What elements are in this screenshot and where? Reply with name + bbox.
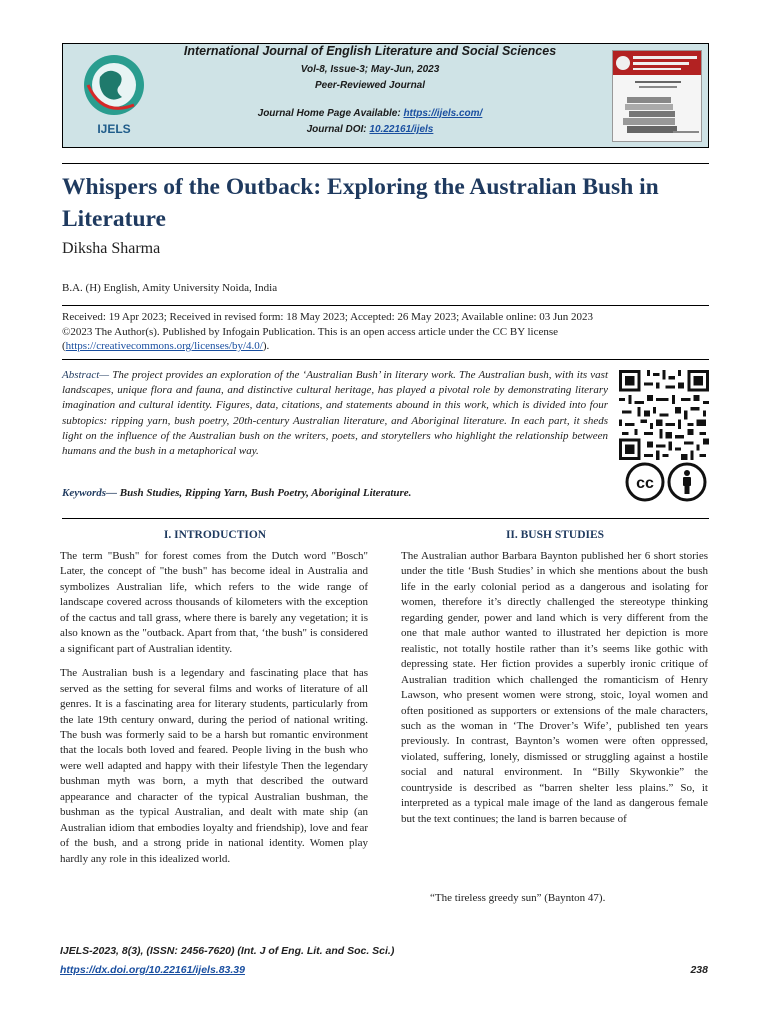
- footer-citation: IJELS-2023, 8(3), (ISSN: 2456-7620) (Int. J of Eng. Lit. and Soc. Sci.): [60, 945, 395, 957]
- dates-rule-bottom: [62, 359, 709, 360]
- license-link[interactable]: https://creativecommons.org/licenses/by/4.0/: [65, 340, 263, 352]
- paren-close: ).: [262, 340, 270, 352]
- peer-reviewed-label: Peer-Reviewed Journal: [314, 80, 426, 91]
- keywords: [62, 487, 608, 499]
- title-rule-top: [62, 163, 709, 164]
- doi-label: Journal DOI:: [306, 124, 370, 135]
- introduction-column: [60, 549, 368, 876]
- author-name: Diksha Sharma: [62, 240, 161, 257]
- home-page-link[interactable]: https://ijels.com/: [403, 108, 483, 119]
- journal-cover-image: [612, 50, 702, 142]
- abstract-dash: —: [99, 369, 113, 381]
- abstract-rule-bottom: [62, 518, 709, 519]
- section-heading-bush-studies: II. BUSH STUDIES: [505, 529, 605, 541]
- doi-line: [130, 124, 610, 135]
- block-quote: “The tireless greedy sun” (Baynton 47).: [430, 892, 606, 904]
- license-line: ©2023 The Author(s). Published by Infogain Publication. This is an open access article under the CC BY license: [62, 325, 559, 338]
- dates-rule-top: [62, 305, 709, 306]
- intro-paragraph-2: The Australian bush is a legendary and fascinating place that has served as the setting for several films and works of literature of all genres. It is a fascinating area for literary students, particularly from the late 19th century onward, during the period of national writing. The bush was formerly said to be a harsh but romantic environment that the locals both loved and feared. People living in the bush who were well adapted and happy with their lifestyle Then the legendary bushman myth was born, a myth that described the outward appearance and character of the typical Australian bushman, the bushman as the typical Australian, and dealt with mate ship (an Australian idiom that embodies loyalty and friendship), love and fear of the bush, and a strong pride in national identity. Women play hardly any role in this idealized world.: [60, 667, 368, 865]
- keywords-label: Keywords: [62, 487, 106, 499]
- bush-studies-column: [401, 549, 708, 836]
- qr-code-icon[interactable]: [619, 370, 709, 460]
- author-affiliation: B.A. (H) English, Amity University Noida, India: [62, 282, 278, 294]
- home-page-label: Journal Home Page Available:: [257, 108, 404, 119]
- license-url-line: [62, 339, 707, 354]
- logo-text: IJELS: [97, 122, 131, 136]
- section-heading-introduction: I. INTRODUCTION: [163, 529, 267, 541]
- abstract: [62, 368, 608, 459]
- footer-doi-link[interactable]: https://dx.doi.org/10.22161/ijels.83.39: [60, 964, 245, 976]
- page-number: 238: [690, 964, 708, 976]
- keywords-text: Bush Studies, Ripping Yarn, Bush Poetry, Aboriginal Literature.: [119, 487, 412, 499]
- intro-paragraph-1: The term "Bush" for forest comes from the Dutch word "Bosch" Later, the concept of "the bush" has become ideal in Australia and symbolizes Australian life, which refers to the wide range of landscape covered across thousands of kilometers with the exception of the cactus and tall grass, where there is barely any vegetation; it is also known as the "outback. Apart from that, ‘the bush" is considered a significant part of Australian identity.: [60, 550, 368, 655]
- paren-open: (: [62, 340, 66, 352]
- abstract-label: Abstract: [62, 369, 100, 381]
- journal-name: International Journal of English Literature and Social Sciences: [183, 44, 557, 58]
- keywords-dash: —: [106, 487, 120, 499]
- home-page-line: [130, 108, 610, 119]
- dates-line: Received: 19 Apr 2023; Received in revised form: 18 May 2023; Accepted: 26 May 2023; Available online: 03 Jun 2023: [62, 311, 594, 323]
- volume-issue: Vol-8, Issue-3; May-Jun, 2023: [300, 64, 440, 75]
- bush-paragraph-1: The Australian author Barbara Baynton published her 6 short stories under the title ‘Bush Studies’ in which she mentions about the bush life in the early colonial period as a dangerous and isolating for women, therefore it’s directly challenged the stereotype thinking regarding gender, power and land which is very different from the one that male author wanted to illustrated her depiction is more realistic, not totally hostile rather than it’s seems like gothic with depressing state. Her fiction provides a superbly ironic critique of Australian tradition which challenged the romanticism of Henry Lawson, who present women were strong, stoic, loyal women and often positioned as supporters or extensions of the male characters, such as the woman in ‘The Drover’s Wife’, published ten years previously. In contrast, Baynton’s women were often oppressed, violated, suffering, lonely, dismissed or struggling against a hostile social and natural environment. In “Billy Skywonkie” the countryside is described as “barren shelter less plains.” So, it interpreted as a typical male image of the land as dangerous female but the text continues; the land is barren because of: [401, 550, 708, 825]
- cc-by-license-icon[interactable]: [625, 462, 707, 502]
- abstract-text: The project provides an exploration of the ‘Australian Bush’ in literary work. The Australian bush, with its vast landscapes, unique flora and fauna, and distinctive cultural heritage, has played a pivotal role by demonstrating literary imagination and cultural identity. Figures, data, citations, and statements abound in this work, which is divided into four subtopics: ripping yarn, bush poetry, 20th-century Australian literature, and Aboriginal literature. In each part, it sheds light on the influence of the Australian bush on the writers, poets, and storytellers who highlight the relationship between humans and the bush in a metaphorical way.: [62, 369, 609, 458]
- publication-dates: [62, 310, 707, 354]
- article-title: Whispers of the Outback: Exploring the Australian Bush in Literature: [62, 174, 659, 232]
- doi-link[interactable]: 10.22161/ijels: [369, 124, 434, 135]
- cc-badge-text: cc: [636, 475, 654, 492]
